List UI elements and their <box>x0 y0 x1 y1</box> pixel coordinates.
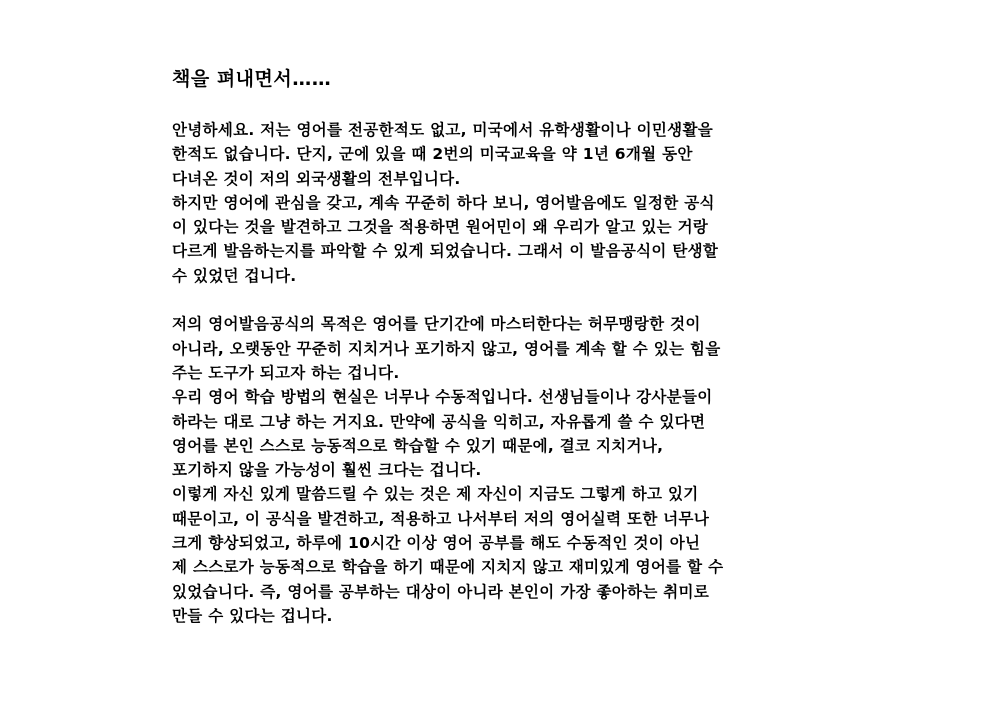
text-line: 있었습니다. 즉, 영어를 공부하는 대상이 아니라 본인이 가장 좋아하는 취미로 <box>172 582 710 601</box>
paragraph-gap <box>172 288 812 312</box>
text-line: 때문이고, 이 공식을 발견하고, 적용하고 나서부터 저의 영어실력 또한 너무나 <box>172 509 710 528</box>
text-line: 이렇게 자신 있게 말씀드릴 수 있는 것은 제 자신이 지금도 그렇게 하고 있기 <box>172 485 699 504</box>
text-line: 안녕하세요. 저는 영어를 전공한적도 없고, 미국에서 유학생활이나 이민생활을 <box>172 121 713 139</box>
paragraph-1 <box>172 118 812 288</box>
text-line: 한적도 없습니다. 단지, 군에 있을 때 2번의 미국교육을 약 1년 6개월 동안 <box>172 145 693 164</box>
text-line: 하지만 영어에 관심을 갖고, 계속 꾸준히 하다 보니, 영어발음에도 일정한 공식 <box>172 193 715 212</box>
text-line: 만들 수 있다는 겁니다. <box>172 606 333 625</box>
text-line: 수 있었던 겁니다. <box>172 266 297 285</box>
text-line: 아니라, 오랫동안 꾸준히 지치거나 포기하지 않고, 영어를 계속 할 수 있는 힘을 <box>172 339 721 358</box>
text-line: 이 있다는 것을 발견하고 그것을 적용하면 원어민이 왜 우리가 알고 있는 거랑 <box>172 218 709 237</box>
text-line: 제 스스로가 능동적으로 학습을 하기 때문에 지치지 않고 재미있게 영어를 할 수 <box>172 558 724 577</box>
text-line: 하라는 대로 그냥 하는 거지요. 만약에 공식을 익히고, 자유롭게 쓸 수 있다면 <box>172 412 706 431</box>
document-body <box>172 118 812 628</box>
text-line: 우리 영어 학습 방법의 현실은 너무나 수동적입니다. 선생님들이나 강사분들이 <box>172 388 713 407</box>
text-line: 크게 향상되었고, 하루에 10시간 이상 영어 공부를 해도 수동적인 것이 아닌 <box>172 534 701 553</box>
text-line: 주는 도구가 되고자 하는 겁니다. <box>172 363 400 382</box>
text-line: 다르게 발음하는지를 파악할 수 있게 되었습니다. 그래서 이 발음공식이 탄생할 <box>172 242 719 261</box>
text-line: 포기하지 않을 가능성이 훨씬 크다는 겁니다. <box>172 461 482 480</box>
document-title: 책을 펴내면서…… <box>172 68 332 90</box>
text-line: 저의 영어발음공식의 목적은 영어를 단기간에 마스터한다는 허무맹랑한 것이 <box>172 315 701 334</box>
text-line: 영어를 본인 스스로 능동적으로 학습할 수 있기 때문에, 결코 지치거나, <box>172 436 664 455</box>
paragraph-2 <box>172 312 812 628</box>
text-line: 다녀온 것이 저의 외국생활의 전부입니다. <box>172 169 461 188</box>
